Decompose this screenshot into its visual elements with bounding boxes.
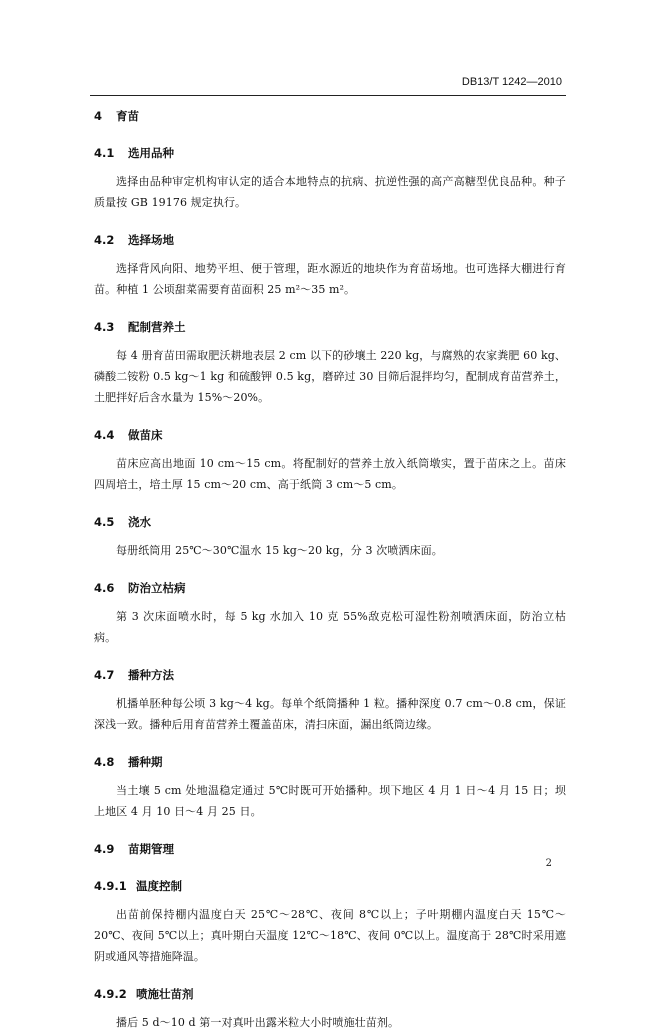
section-heading [94, 512, 566, 532]
section-paragraph: 机播单胚种每公顷 3 kg～4 kg。每单个纸筒播种 1 粒。播种深度 0.7 cm～0.8 cm，保证深浅一致。播种后用育苗营养土覆盖苗床，清扫床面，漏出纸筒边缘。 [94, 697, 566, 731]
section-heading [94, 106, 566, 126]
section-gap [94, 300, 566, 317]
section-title: 配制营养土 [128, 320, 186, 334]
section-gap [94, 408, 566, 425]
section-paragraph: 选择背风向阳、地势平坦、便于管理，距水源近的地块作为育苗场地。也可选择大棚进行育苗。种植 1 公顷甜菜需要育苗面积 25 m²～35 m²。 [94, 262, 566, 296]
section-number: 4.9.1 [94, 879, 127, 893]
section-paragraph: 当土壤 5 cm 处地温稳定通过 5℃时既可开始播种。坝下地区 4 月 1 日～4 月 15 日；坝上地区 4 月 10 日～4 月 25 日。 [94, 784, 566, 818]
section-title: 选用品种 [128, 146, 174, 160]
section-gap [94, 126, 566, 143]
section-gap [94, 822, 566, 839]
section-number: 4.2 [94, 233, 115, 247]
section-number: 4.6 [94, 581, 115, 595]
section-title: 育苗 [116, 109, 139, 123]
header-rule [90, 95, 566, 96]
section-heading [94, 425, 566, 445]
section-title: 选择场地 [128, 233, 174, 247]
section-paragraph: 出苗前保持棚内温度白天 25℃～28℃、夜间 8℃以上；子叶期棚内温度白天 15℃～20℃、夜间 5℃以上；真叶期白天温度 12℃～18℃、夜间 0℃以上。温度高于 28℃时采用遮阴或通风等措施降温。 [94, 908, 566, 963]
section-gap [94, 859, 566, 876]
section-paragraph: 苗床应高出地面 10 cm～15 cm。将配制好的营养土放入纸筒墩实，置于苗床之上。苗床四周培土，培土厚 15 cm～20 cm、高于纸筒 3 cm～5 cm。 [94, 457, 566, 491]
paragraph-gap [94, 598, 566, 606]
section-number: 4.4 [94, 428, 115, 442]
section-gap [94, 648, 566, 665]
section-title: 温度控制 [136, 879, 182, 893]
section-gap [94, 561, 566, 578]
section-heading [94, 665, 566, 685]
section-heading [94, 752, 566, 772]
section-number: 4.9.2 [94, 987, 127, 1001]
section-paragraph: 播后 5 d～10 d 第一对真叶出露米粒大小时喷施壮苗剂。 [116, 1016, 400, 1029]
section-heading [94, 984, 566, 1004]
section-heading [94, 876, 566, 896]
section-title: 播种方法 [128, 668, 174, 682]
section-title: 播种期 [128, 755, 163, 769]
section-title: 做苗床 [128, 428, 163, 442]
section-title: 苗期管理 [128, 842, 174, 856]
section-paragraph: 每册纸筒用 25℃～30℃温水 15 kg～20 kg，分 3 次喷洒床面。 [116, 544, 443, 557]
paragraph-gap [94, 685, 566, 693]
paragraph-gap [94, 445, 566, 453]
section-heading [94, 143, 566, 163]
section-number: 4.1 [94, 146, 115, 160]
paragraph-gap [94, 772, 566, 780]
paragraph-gap [94, 337, 566, 345]
section-paragraph: 第 3 次床面喷水时，每 5 kg 水加入 10 克 55%敌克松可湿性粉剂喷洒床面，防治立枯病。 [94, 610, 566, 644]
section-paragraph: 选择由品种审定机构审认定的适合本地特点的抗病、抗逆性强的高产高糖型优良品种。种子质量按 GB 19176 规定执行。 [94, 175, 566, 209]
section-title: 浇水 [128, 515, 151, 529]
section-heading [94, 839, 566, 859]
section-number: 4 [94, 109, 103, 123]
section-heading [94, 317, 566, 337]
page-number: 2 [545, 858, 552, 869]
section-heading [94, 578, 566, 598]
paragraph-gap [94, 532, 566, 540]
paragraph-gap [94, 250, 566, 258]
paragraph-gap [94, 896, 566, 904]
section-number: 4.8 [94, 755, 115, 769]
section-gap [94, 967, 566, 984]
section-gap [94, 213, 566, 230]
section-heading [94, 230, 566, 250]
section-number: 4.3 [94, 320, 115, 334]
section-title: 喷施壮苗剂 [136, 987, 194, 1001]
section-title: 防治立枯病 [128, 581, 186, 595]
document-code: DB13/T 1242—2010 [461, 76, 562, 88]
section-number: 4.7 [94, 668, 115, 682]
section-gap [94, 495, 566, 512]
paragraph-gap [94, 1004, 566, 1012]
section-paragraph: 每 4 册育苗田需取肥沃耕地表层 2 cm 以下的砂壤土 220 kg，与腐熟的农家粪肥 60 kg、磷酸二铵粉 0.5 kg～1 kg 和硫酸钾 0.5 kg，磨碎过 30 目筛后混拌均匀，配制成育苗营养土，土肥拌好后含水量为 15%～20%。 [94, 349, 566, 404]
section-number: 4.9 [94, 842, 115, 856]
section-gap [94, 735, 566, 752]
document-body [94, 106, 566, 1033]
paragraph-gap [94, 163, 566, 171]
section-number: 4.5 [94, 515, 115, 529]
